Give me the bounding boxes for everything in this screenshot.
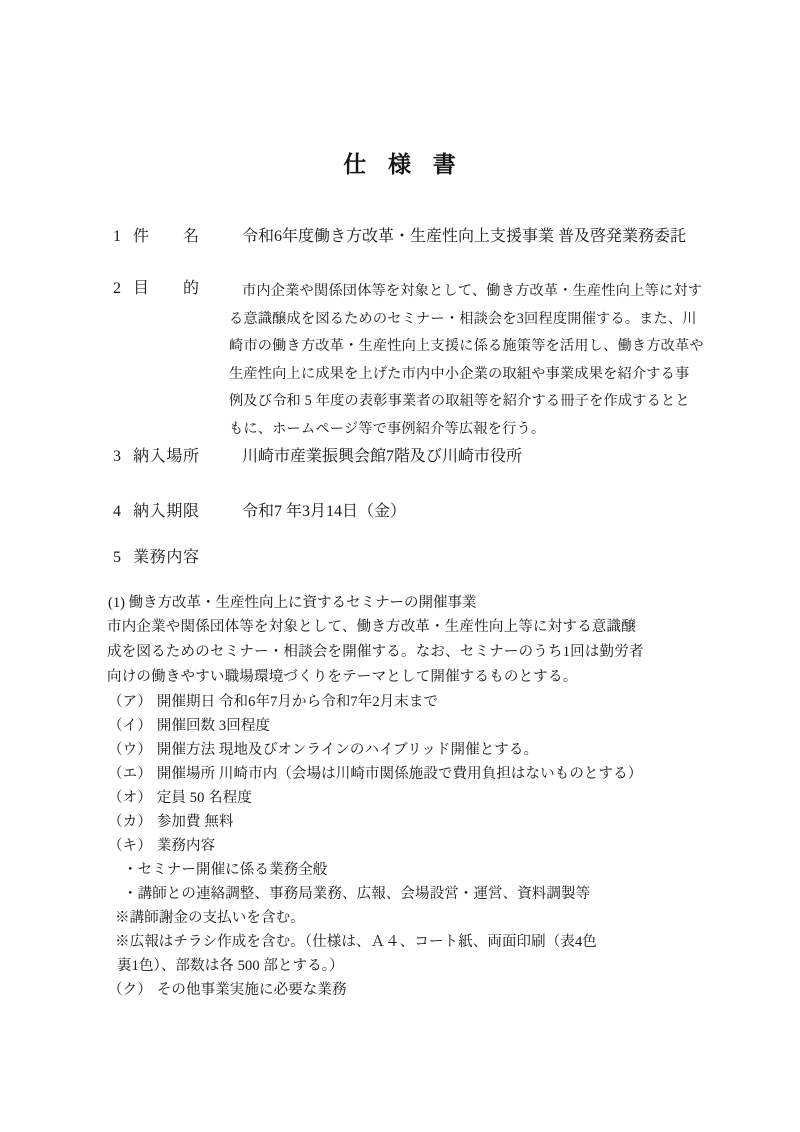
list-marker: （ク）: [108, 982, 152, 998]
list-marker: （オ）: [108, 790, 152, 806]
list-item-a: [108, 690, 642, 714]
item-label: 納入期限: [133, 503, 199, 520]
list-item-o: [108, 786, 642, 810]
list-text: 開催回数 3回程度: [156, 718, 271, 734]
subsection-list: [108, 690, 642, 1002]
paragraph-line: 成を図るためのセミナー・相談会を開催する。なお、セミナーのうち1回は勤労者: [107, 644, 644, 660]
spec-item-row-2: [113, 278, 704, 443]
item-body: 令和6年度働き方改革・生産性向上支援事業 普及啓発業務委託: [242, 228, 687, 245]
item-label: 件名: [133, 228, 199, 245]
list-marker: （イ）: [108, 718, 152, 734]
list-marker: （ウ）: [108, 742, 152, 758]
item-body-line: る意識醸成を図るためのセミナー・相談会を3回程度開催する。また、川: [229, 310, 697, 327]
item-label: 目的: [133, 280, 199, 297]
item-body: 川崎市産業振興会館7階及び川崎市役所: [242, 448, 523, 465]
sub-bullet-line: ・セミナー開催に係る業務全般: [123, 862, 328, 878]
list-marker: （ア）: [108, 694, 152, 710]
list-marker: （カ）: [108, 814, 152, 830]
sub-note-line: ※講師謝金の支払いを含む。: [115, 910, 305, 926]
list-text: 定員 50 名程度: [156, 790, 252, 806]
list-item-e: [108, 762, 642, 786]
list-marker: （エ）: [108, 766, 152, 782]
item-number: 1: [113, 228, 121, 245]
list-text: 開催場所 川崎市内（会場は川崎市関係施設で費用負担はないものとする）: [156, 766, 643, 782]
subsection-paragraph: [107, 615, 644, 690]
item-label: 業務内容: [133, 549, 199, 566]
spec-item-row-5: [113, 547, 199, 569]
list-item-ku: [108, 978, 642, 1002]
item-body-line: 市内企業や関係団体等を対象として、働き方改革・生産性向上等に対す: [242, 283, 703, 299]
item-body: [229, 278, 704, 443]
list-text: その他事業実施に必要な業務: [156, 982, 347, 998]
spec-item-row-3: [113, 446, 522, 468]
subsection-heading: (1) 働き方改革・生産性向上に資するセミナーの開催事業: [108, 595, 477, 611]
spec-item-row-1: [113, 226, 686, 248]
item-number: 3: [113, 448, 121, 465]
list-marker: （キ）: [108, 838, 152, 854]
sub-note-line: ※広報はチラシ作成を含む。（仕様は、Ａ４、コート紙、両面印刷（表4色: [115, 934, 597, 950]
item-body-line: 例及び令和 5 年度の表彰事業者の取組等を紹介する冊子を作成するとと: [229, 393, 690, 409]
item-body: 令和7 年3月14日（金）: [242, 503, 407, 520]
paragraph-line: 向けの働きやすい職場環境づくりをテーマとして開催するものとする。: [107, 669, 578, 685]
item-body-line: 崎市の働き方改革・生産性向上支援に係る施策等を活用し、働き方改革や: [229, 338, 704, 354]
list-text: 開催方法 現地及びオンラインのハイブリッド開催とする。: [156, 742, 539, 758]
list-item-ka: [108, 810, 642, 834]
item-number: 2: [113, 280, 121, 297]
spec-item-row-4: [113, 501, 406, 523]
list-text: 業務内容: [156, 838, 216, 854]
sub-note-continuation-line: 裏1色）、部数は各 500 部とする。）: [117, 958, 344, 974]
paragraph-line: 市内企業や関係団体等を対象として、働き方改革・生産性向上等に対する意識醸: [107, 619, 636, 635]
list-item-u: [108, 738, 642, 762]
item-number: 5: [113, 549, 121, 566]
list-item-ki: [108, 834, 642, 858]
item-body-line: 生産性向上に成果を上げた市内中小企業の取組や事業成果を紹介する事: [229, 365, 690, 382]
sub-bullet-line: ・講師との連絡調整、事務局業務、広報、会場設営・運営、資料調製等: [123, 886, 591, 902]
document-title: 仕 様 書: [343, 152, 457, 177]
item-number: 4: [113, 503, 121, 520]
item-body-line: もに、ホームページ等で事例紹介等広報を行う。: [229, 420, 546, 437]
item-label: 納入場所: [133, 448, 199, 465]
list-item-i: [108, 714, 642, 738]
list-text: 開催期日 令和6年7月から令和7年2月末まで: [156, 694, 439, 710]
list-text: 参加費 無料: [156, 814, 234, 830]
